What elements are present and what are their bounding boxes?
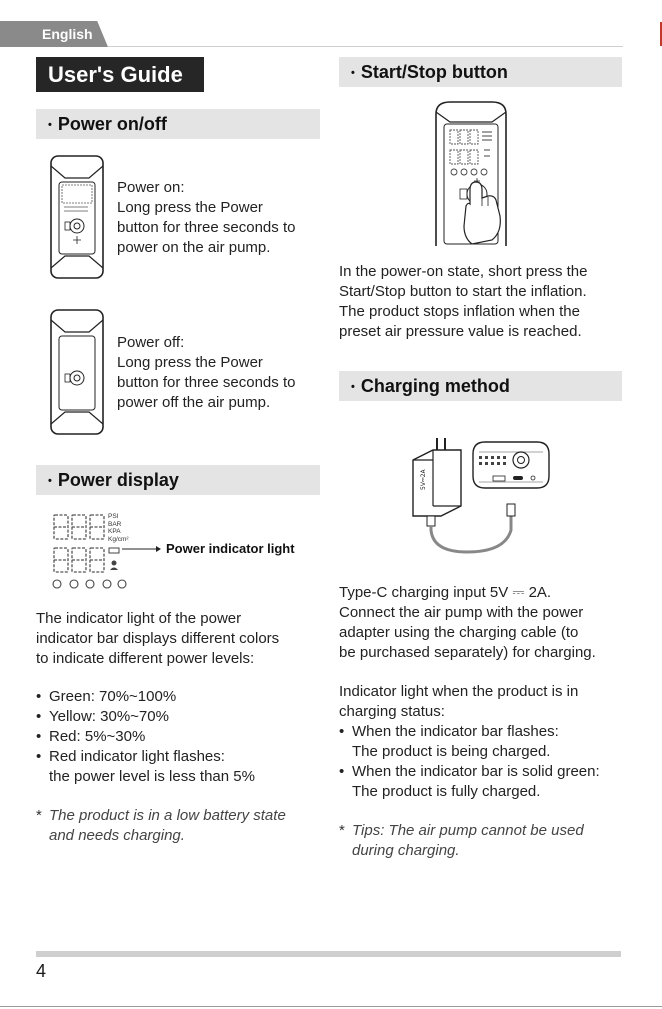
power-on-line: button for three seconds to bbox=[117, 219, 296, 236]
start-stop-line: In the power-on state, short press the bbox=[339, 263, 588, 280]
low-battery-note: * The product is in a low battery state and needs charging. bbox=[36, 806, 320, 846]
power-off-line: Long press the Power bbox=[117, 354, 263, 371]
charging-status-text bbox=[339, 682, 629, 802]
start-stop-press-illustration bbox=[430, 98, 522, 248]
list-item: • Red: 5%~30% bbox=[36, 727, 320, 747]
page-title: User's Guide bbox=[36, 57, 204, 92]
charging-line: Type-C charging input 5V ⎓ 2A. bbox=[339, 584, 552, 601]
section-header-start-stop: • Start/Stop button bbox=[339, 57, 622, 87]
display-intro-line: The indicator light of the power bbox=[36, 610, 242, 627]
charging-tip: * Tips: The air pump cannot be used during charging. bbox=[339, 821, 629, 861]
list-item: • Green: 70%~100% bbox=[36, 687, 320, 707]
section-header-power: • Power on/off bbox=[36, 109, 320, 139]
power-indicator-callout: Power indicator light bbox=[166, 541, 295, 556]
power-level-list bbox=[36, 687, 320, 787]
charging-text bbox=[339, 583, 629, 663]
charging-line: Connect the air pump with the power bbox=[339, 604, 584, 621]
unit-psi: PSI bbox=[108, 513, 119, 520]
language-tab bbox=[0, 21, 108, 47]
list-item: • When the indicator bar is solid green: bbox=[339, 762, 629, 782]
start-stop-line: preset air pressure value is reached. bbox=[339, 323, 582, 340]
svg-text:5V⎓2A: 5V⎓2A bbox=[420, 469, 427, 490]
unit-kgcm: Kg/cm² bbox=[108, 535, 129, 543]
pump-front-illustration bbox=[49, 154, 105, 280]
section-header-display: • Power display bbox=[36, 465, 320, 495]
display-intro-line: indicator bar displays different colors bbox=[36, 630, 280, 647]
section-title-display: Power display bbox=[57, 470, 179, 490]
display-intro-text bbox=[36, 609, 320, 669]
footer-rule bbox=[0, 1006, 662, 1007]
tip-line: Tips: The air pump cannot be used bbox=[352, 822, 584, 839]
start-stop-line: The product stops inflation when the bbox=[339, 303, 580, 320]
status-intro-line: Indicator light when the product is in bbox=[339, 683, 579, 700]
power-on-label: Power on: bbox=[117, 179, 185, 196]
list-item-continuation: The product is fully charged. bbox=[352, 783, 541, 800]
power-off-label: Power off: bbox=[117, 334, 185, 351]
unit-bar: BAR bbox=[108, 520, 122, 528]
display-intro-line: to indicate different power levels: bbox=[36, 650, 255, 667]
status-intro-line: charging status: bbox=[339, 703, 445, 720]
list-item: • Yellow: 30%~70% bbox=[36, 707, 320, 727]
language-label: English bbox=[42, 26, 93, 42]
list-item: • When the indicator bar flashes: bbox=[339, 722, 629, 742]
pump-back-illustration bbox=[49, 308, 105, 436]
power-off-line: button for three seconds to bbox=[117, 374, 296, 391]
callout-arrow bbox=[122, 545, 162, 553]
note-line: The product is in a low battery state bbox=[49, 807, 286, 824]
power-on-text bbox=[117, 178, 327, 258]
power-on-line: power on the air pump. bbox=[117, 239, 271, 256]
charging-illustration bbox=[407, 432, 557, 562]
section-title-start-stop: Start/Stop button bbox=[360, 62, 508, 82]
start-stop-text bbox=[339, 262, 629, 342]
power-off-line: power off the air pump. bbox=[117, 394, 271, 411]
note-line: and needs charging. bbox=[49, 827, 185, 844]
list-item-continuation: The product is being charged. bbox=[352, 743, 551, 760]
list-item: • Red indicator light flashes: bbox=[36, 747, 320, 767]
charging-line: be purchased separately) for charging. bbox=[339, 644, 596, 661]
power-on-line: Long press the Power bbox=[117, 199, 263, 216]
page-number: 4 bbox=[36, 961, 47, 981]
section-title-power: Power on/off bbox=[57, 114, 167, 134]
section-title-charging: Charging method bbox=[360, 376, 510, 396]
unit-kpa: KPA bbox=[108, 528, 121, 535]
power-off-text bbox=[117, 333, 327, 413]
charging-line: adapter using the charging cable (to bbox=[339, 624, 579, 641]
tip-line: during charging. bbox=[352, 842, 460, 859]
header-rule bbox=[108, 46, 623, 47]
start-stop-line: Start/Stop button to start the inflation. bbox=[339, 283, 587, 300]
footer-bar bbox=[36, 951, 621, 957]
section-header-charging: • Charging method bbox=[339, 371, 622, 401]
adapter-label bbox=[420, 468, 427, 490]
list-item-continuation: the power level is less than 5% bbox=[49, 768, 255, 785]
unit-labels bbox=[108, 513, 129, 543]
